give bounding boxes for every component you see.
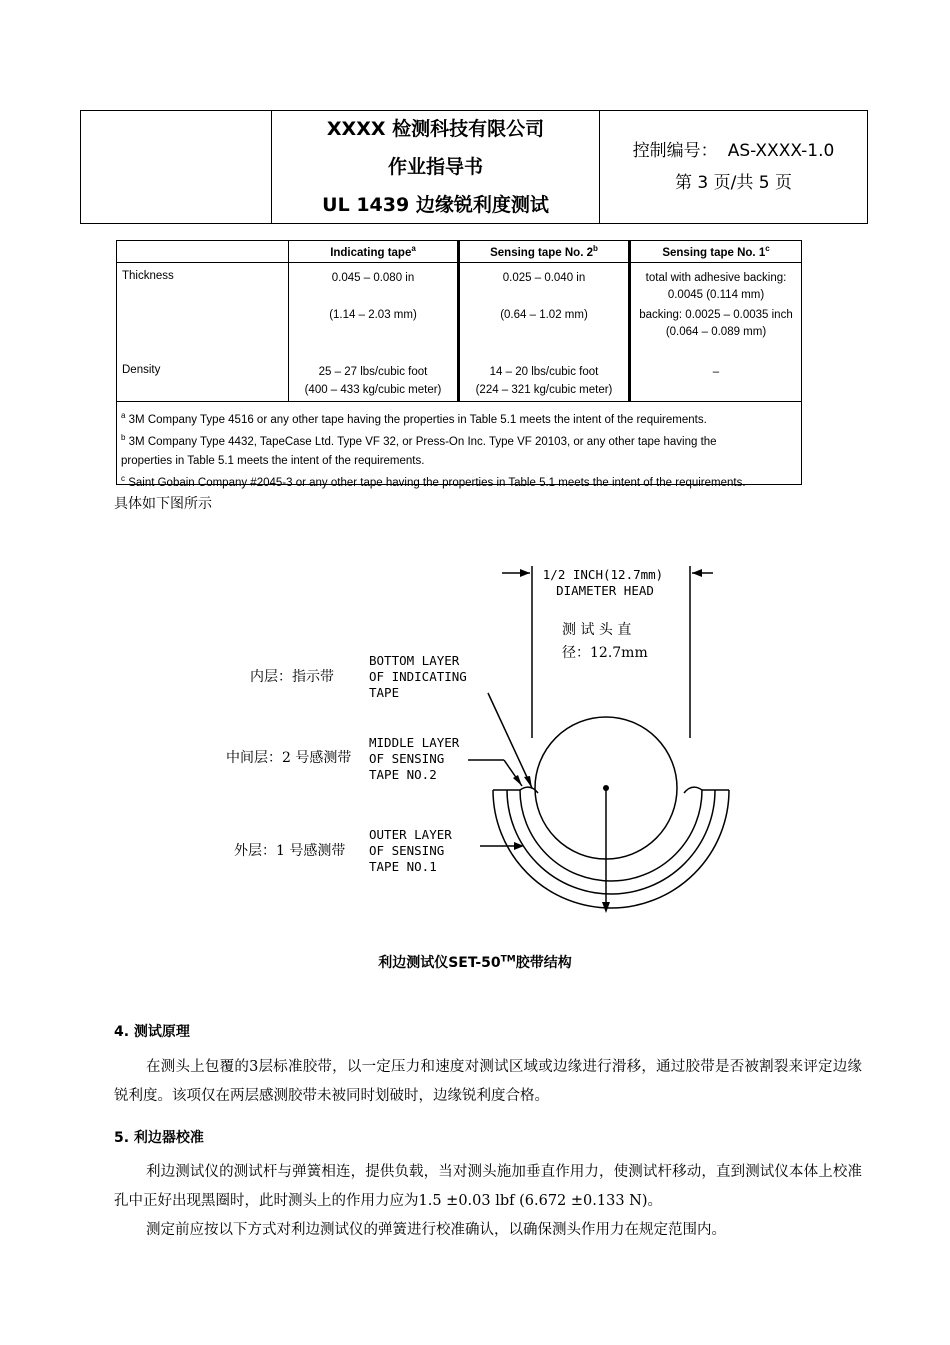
tape-structure-diagram (0, 540, 950, 940)
section-5-heading: 5. 利边器校准 (114, 1130, 204, 1146)
company-name: XXXX 检测科技有限公司 (326, 118, 545, 140)
row-label-thickness: Thickness (122, 270, 174, 282)
cell-value: 0.0045 (0.114 mm) (667, 289, 765, 301)
tape-spec-table (116, 240, 802, 489)
section-4-text: 在测头上包覆的3层标准胶带，以一定压力和速度对测试区域或边缘进行滑移，通过胶带是否被割裂来评定边缘锐利度。该项仅在两层感测胶带未被同时划破时，边缘锐利度合格。 (114, 1059, 862, 1104)
cell-value: total with adhesive backing: (645, 272, 787, 284)
svg-text:TAPE NO.2: TAPE NO.2 (369, 767, 437, 782)
leader-line (488, 693, 532, 788)
svg-text:TAPE: TAPE (369, 685, 400, 700)
note-c: $^c$ Saint Gobain Company #2045-3 or any other tape having the properties in Table 5.1 meets the intent of the requirements. (121, 474, 746, 489)
cell-value: backing: 0.0025 – 0.0035 inch (639, 309, 793, 321)
svg-text:OF SENSING: OF SENSING (369, 843, 445, 858)
middle-cn-label: 中间层：2 号感测带 (226, 750, 352, 766)
cell-value: (0.64 – 1.02 mm) (500, 309, 588, 321)
title-cell (272, 111, 600, 223)
note-a: $^a$ 3M Company Type 4516 or any other tape having the properties in Table 5.1 meets the intent of the requirements. (121, 411, 707, 426)
svg-text:OF INDICATING: OF INDICATING (369, 669, 467, 684)
table-rule (117, 262, 801, 263)
bottom-layer-label: BOTTOM LAYER (369, 653, 460, 668)
cell-value: 0.025 – 0.040 in (502, 272, 586, 284)
outer-layer-arc (493, 790, 729, 908)
center-dot (603, 785, 609, 791)
doc-title: UL 1439 边缘锐利度测试 (322, 194, 549, 216)
note-b: $^b$ 3M Company Type 4432, TapeCase Ltd. Type VF 32, or Press-On Inc. Type VF 20103, or any other tape having the (121, 433, 717, 449)
logo-cell (81, 111, 272, 223)
header-sensing-tape-2: Sensing tape No. 2$^b$ (490, 244, 598, 259)
arrowhead (692, 569, 702, 577)
section-4-heading: 4. 测试原理 (114, 1024, 190, 1040)
svg-text:TAPE NO.1: TAPE NO.1 (369, 859, 437, 874)
cell-value: – (712, 366, 720, 378)
head-cn-label-1: 测 试 头 直 (562, 622, 632, 638)
middle-layer-label: MIDDLE LAYER (369, 735, 460, 750)
control-number: AS-XXXX-1.0 (727, 141, 835, 161)
arrowhead (514, 842, 524, 850)
arrowhead (520, 569, 530, 577)
page-number: 第 3 页/共 5 页 (675, 173, 792, 193)
row-label-density: Density (122, 364, 161, 376)
table-notes (121, 407, 797, 492)
svg-text:OF SENSING: OF SENSING (369, 751, 445, 766)
cell-value: 0.045 – 0.080 in (331, 272, 415, 284)
cell-value: (224 – 321 kg/cubic meter) (475, 384, 613, 396)
arrowhead (513, 775, 522, 786)
control-cell (600, 111, 867, 223)
control-label: 控制编号： (632, 141, 718, 161)
dimension-label-2: DIAMETER HEAD (556, 583, 654, 598)
intro-text: 具体如下图所示 (114, 496, 212, 512)
section-5-text-1: 利边测试仪的测试杆与弹簧相连，提供负载，当对测头施加垂直作用力，使测试杆移动，直到测试仪本体上校准孔中正好出现黑圈时，此时测头上的作用力应为1.5 ±0.03 lbf (6.672 ±0.133 N)。 (114, 1164, 862, 1209)
outer-cn-label: 外层：1 号感测带 (234, 843, 346, 859)
cell-value: 25 – 27 lbs/cubic foot (318, 366, 428, 378)
header-sensing-tape-1: Sensing tape No. 1$^c$ (662, 244, 770, 259)
header-indicating-tape: Indicating tape$^a$ (330, 244, 416, 259)
cell-value: (400 – 433 kg/cubic meter) (304, 384, 442, 396)
table-rule (117, 401, 801, 402)
document-header (80, 110, 868, 224)
bottom-cn-label: 内层：指示带 (250, 669, 334, 685)
section-5-text-2: 测定前应按以下方式对利边测试仪的弹簧进行校准确认，以确保测头作用力在规定范围内。 (146, 1222, 726, 1238)
outer-layer-inner-arc (507, 790, 715, 894)
outer-layer-label: OUTER LAYER (369, 827, 452, 842)
figure-caption: 利边测试仪SET-50™胶带结构 (378, 954, 572, 971)
doc-type: 作业指导书 (387, 156, 483, 178)
note-b-cont: properties in Table 5.1 meets the intent of the requirements. (121, 454, 425, 467)
dimension-label-1: 1/2 INCH(12.7mm) (542, 567, 664, 582)
cell-value: 14 – 20 lbs/cubic foot (489, 366, 599, 378)
head-cn-label-2: 径：12.7mm (562, 645, 648, 661)
cell-value: (1.14 – 2.03 mm) (329, 309, 417, 321)
arrowhead (524, 776, 532, 788)
cell-value: (0.064 – 0.089 mm) (665, 326, 767, 338)
